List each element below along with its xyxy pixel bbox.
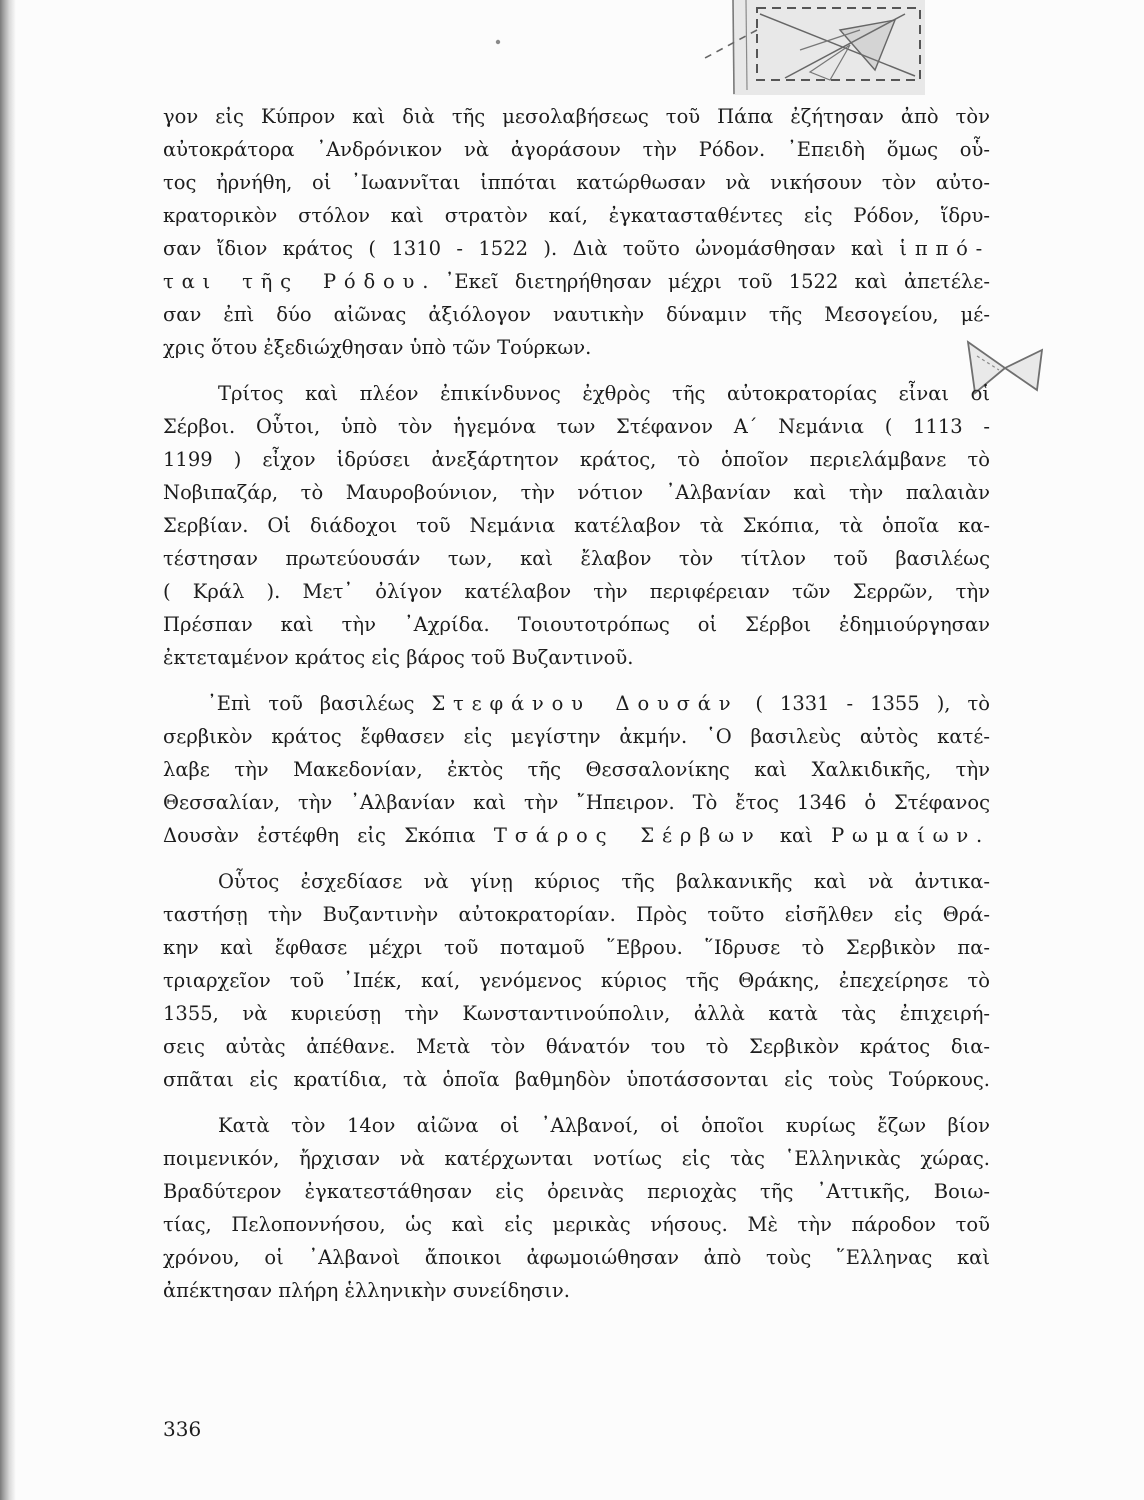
letterspaced-text: ται τῆς Ρόδου [163, 270, 423, 293]
text-line: Πρέσπαν καὶ τὴν ᾿Αχρίδα. Τοιουτοτρόπως οἱ Σέρβοι ἐδημιούργησαν [163, 613, 990, 636]
text-line: ποιμενικόν, ἤρχισαν νὰ κατέρχωνται νοτίως εἰς τὰς ῾Ελληνικὰς χώρας. [163, 1147, 990, 1170]
page-number: 336 [163, 1417, 202, 1441]
letterspaced-text: Στεφάνου Δουσάν [431, 692, 739, 715]
text-line: γον εἰς Κύπρον καὶ διὰ τῆς μεσολαβήσεως τοῦ Πάπα ἐζήτησαν ἀπὸ τὸν [163, 105, 990, 128]
text-line: 1355, νὰ κυριεύσῃ τὴν Κωνσταντινούπολιν, ἀλλὰ κατὰ τὰς ἐπιχειρή- [163, 1002, 990, 1025]
text-line: χρις ὅτου ἐξεδιώχθησαν ὑπὸ τῶν Τούρκων. [163, 336, 592, 359]
text-line [163, 232, 990, 265]
body-text [163, 100, 990, 1307]
text-line: ( Κράλ ). Μετ᾿ ὀλίγον κατέλαβον τὴν περιφέρειαν τῶν Σερρῶν, τὴν [163, 580, 990, 603]
text-line [163, 265, 990, 298]
text-line: σεις αὐτὰς ἀπέθανε. Μετὰ τὸν θάνατόν του τὸ Σερβικὸν κράτος δια- [163, 1035, 990, 1058]
text-segment: Δουσὰν ἐστέφθη εἰς Σκόπια [163, 824, 494, 847]
text-line [163, 687, 990, 720]
text-line: ἀπέκτησαν πλήρη ἑλληνικὴν συνείδησιν. [163, 1279, 570, 1302]
text-line: τέστησαν πρωτεύουσάν των, καὶ ἔλαβον τὸν τίτλον τοῦ βασιλέως [163, 547, 990, 570]
text-line: Τρίτος καὶ πλέον ἐπικίνδυνος ἐχθρὸς τῆς αὐτοκρατορίας εἶναι οἱ [218, 382, 990, 405]
text-line: λαβε τὴν Μακεδονίαν, ἐκτὸς τῆς Θεσσαλονίκης καὶ Χαλκιδικῆς, τὴν [163, 758, 990, 781]
text-line: τίας, Πελοποννήσου, ὡς καὶ εἰς μερικὰς νήσους. Μὲ τὴν πάροδον τοῦ [163, 1213, 990, 1236]
pencil-dot [496, 40, 500, 44]
text-segment: σαν ἴδιον κράτος ( 1310 - 1522 ). Διὰ τοῦτο ὠνομάσθησαν καὶ [163, 237, 900, 260]
text-line: σαν ἐπὶ δύο αἰῶνας ἀξιόλογον ναυτικὴν δύναμιν τῆς Μεσογείου, μέ- [163, 303, 990, 326]
text-line: Θεσσαλίαν, τὴν ᾿Αλβανίαν καὶ τὴν ῎Ηπειρον. Τὸ ἔτος 1346 ὁ Στέφανος [163, 791, 990, 814]
text-line: Βραδύτερον ἐγκατεστάθησαν εἰς ὀρεινὰς περιοχὰς τῆς ᾿Αττικῆς, Βοιω- [163, 1180, 990, 1203]
paragraph [163, 1109, 990, 1307]
text-line: κην καὶ ἔφθασε μέχρι τοῦ ποταμοῦ ῞Εβρου. ῞Ιδρυσε τὸ Σερβικὸν πα- [163, 936, 990, 959]
text-line: Σερβίαν. Οἱ διάδοχοι τοῦ Νεμάνια κατέλαβον τὰ Σκόπια, τὰ ὁποῖα κα- [163, 514, 990, 537]
text-line: χρόνου, οἱ ᾿Αλβανοὶ ἄποικοι ἀφωμοιώθησαν ἀπὸ τοὺς ῞Ελληνας καὶ [163, 1246, 990, 1269]
text-line: κρατορικὸν στόλον καὶ στρατὸν καί, ἐγκατασταθέντες εἰς Ρόδον, ἵδρυ- [163, 204, 990, 227]
text-segment: καὶ [761, 824, 832, 847]
text-line: ταστήσῃ τὴν Βυζαντινὴν αὐτοκρατορίαν. Πρὸς τοῦτο εἰσῆλθεν εἰς Θρά- [163, 903, 990, 926]
text-line: Σέρβοι. Οὗτοι, ὑπὸ τὸν ἡγεμόνα των Στέφανον Α΄ Νεμάνια ( 1113 - [163, 415, 990, 438]
text-line: τριαρχεῖον τοῦ ᾿Ιπέκ, καί, γενόμενος κύριος τῆς Θράκης, ἐπεχείρησε τὸ [163, 969, 990, 992]
text-line: Κατὰ τὸν 14ον αἰῶνα οἱ ᾿Αλβανοί, οἱ ὁποῖοι κυρίως ἔζων βίον [218, 1114, 990, 1137]
pencil-stroke [733, 0, 734, 94]
letterspaced-text: Τσάρος Σέρβων [493, 824, 762, 847]
letterspaced-text: Ρωμαίων. [831, 824, 990, 847]
page-binding-shadow [0, 0, 16, 1500]
text-line [163, 819, 990, 852]
paragraph [163, 100, 990, 364]
pencil-mark [492, 36, 504, 48]
text-line: σερβικὸν κράτος ἔφθασεν εἰς μεγίστην ἀκμήν. ῾Ο βασιλεὺς αὐτὸς κατέ- [163, 725, 990, 748]
pencil-triangle [1005, 350, 1042, 390]
text-line: Οὗτος ἐσχεδίασε νὰ γίνῃ κύριος τῆς βαλκανικῆς καὶ νὰ ἀντικα- [218, 870, 990, 893]
paragraph [163, 687, 990, 852]
text-line: τος ἠρνήθη, οἱ ᾿Ιωαννῖται ἱππόται κατώρθωσαν νὰ νικήσουν τὸν αὐτο- [163, 171, 990, 194]
text-line: αὐτοκράτορα ᾿Ανδρόνικον νὰ ἀγοράσουν τὴν Ρόδον. ᾿Επειδὴ ὅμως οὗ- [163, 138, 990, 161]
text-line: ἐκτεταμένον κράτος εἰς βάρος τοῦ Βυζαντινοῦ. [163, 646, 634, 669]
text-segment: ᾿Επὶ τοῦ βασιλέως [207, 692, 432, 715]
paragraph [163, 865, 990, 1096]
paragraph [163, 377, 990, 674]
text-line: 1199 ) εἶχον ἱδρύσει ἀνεξάρτητον κράτος, τὸ ὁποῖον περιελάμβανε τὸ [163, 448, 990, 471]
pencil-sketch [690, 0, 940, 105]
text-segment: . ᾿Εκεῖ διετηρήθησαν μέχρι τοῦ 1522 καὶ ἀπετέλε- [422, 270, 990, 293]
text-segment: ( 1331 - 1355 ), τὸ [738, 692, 990, 715]
text-line: Νοβιπαζάρ, τὸ Μαυροβούνιον, τὴν νότιον ᾿Αλβανίαν καὶ τὴν παλαιὰν [163, 481, 990, 504]
letterspaced-text: ἱππό- [899, 237, 990, 260]
text-line: σπᾶται εἰς κρατίδια, τὰ ὁποῖα βαθμηδὸν ὑποτάσσονται εἰς τοὺς Τούρκους. [163, 1068, 990, 1091]
